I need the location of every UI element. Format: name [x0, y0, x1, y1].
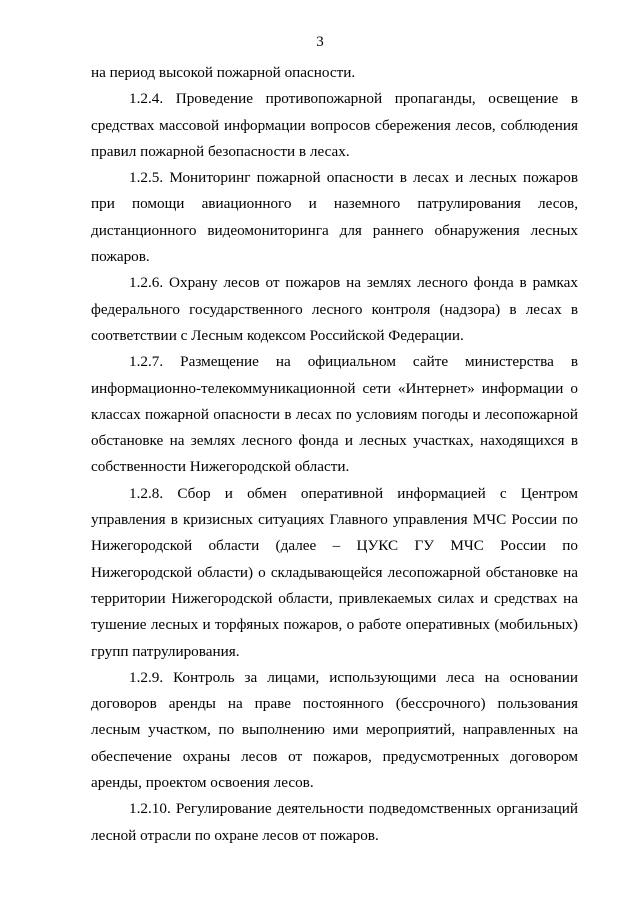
- paragraph-1-2-5: 1.2.5. Мониторинг пожарной опасности в лесах и лесных пожаров при помощи авиационного и наземного патрулирования лесов, дистанционного видеомониторинга для раннего обнаружения лесных пожаров.: [91, 169, 578, 266]
- paragraph-1-2-7: 1.2.7. Размещение на официальном сайте министерства в информационно-телекоммуникационной сети «Интернет» информации о классах пожарной опасности в лесах по условиям погоды и лесопожарной обстановке на землях лесного фонда и лесных участках, находящихся в собственности Нижегородской области.: [91, 353, 578, 476]
- document-body: [91, 60, 578, 849]
- paragraph-1-2-9: 1.2.9. Контроль за лицами, использующими леса на основании договоров аренды на праве постоянного (бессрочного) пользования лесным участком, по выполнению ими мероприятий, направленных на обеспечение охраны лесов от пожаров, предусмотренных договором аренды, проектом освоения лесов.: [91, 668, 578, 792]
- paragraph-1-2-10: 1.2.10. Регулирование деятельности подведомственных организаций лесной отрасли по охране лесов от пожаров.: [91, 800, 578, 844]
- paragraph-1-2-4: 1.2.4. Проведение противопожарной пропаганды, освещение в средствах массовой информации вопросов сбережения лесов, соблюдения правил пожарной безопасности в лесах.: [91, 90, 578, 160]
- page-number: 3: [316, 34, 324, 50]
- paragraph-continuation: на период высокой пожарной опасности.: [91, 64, 356, 81]
- paragraph-1-2-8: 1.2.8. Сбор и обмен оперативной информацией с Центром управления в кризисных ситуациях Главного управления МЧС России по Нижегородской области (далее – ЦУКС ГУ МЧС России по Нижегородской области) о складывающейся лесопожарной обстановке на территории Нижегородской области, привлекаемых силах и средствах на тушение лесных и торфяных пожаров, о работе оперативных (мобильных) групп патрулирования.: [91, 484, 578, 660]
- paragraph-1-2-6: 1.2.6. Охрану лесов от пожаров на землях лесного фонда в рамках федерального государственного лесного контроля (надзора) в лесах в соответствии с Лесным кодексом Российской Федерации.: [91, 274, 578, 344]
